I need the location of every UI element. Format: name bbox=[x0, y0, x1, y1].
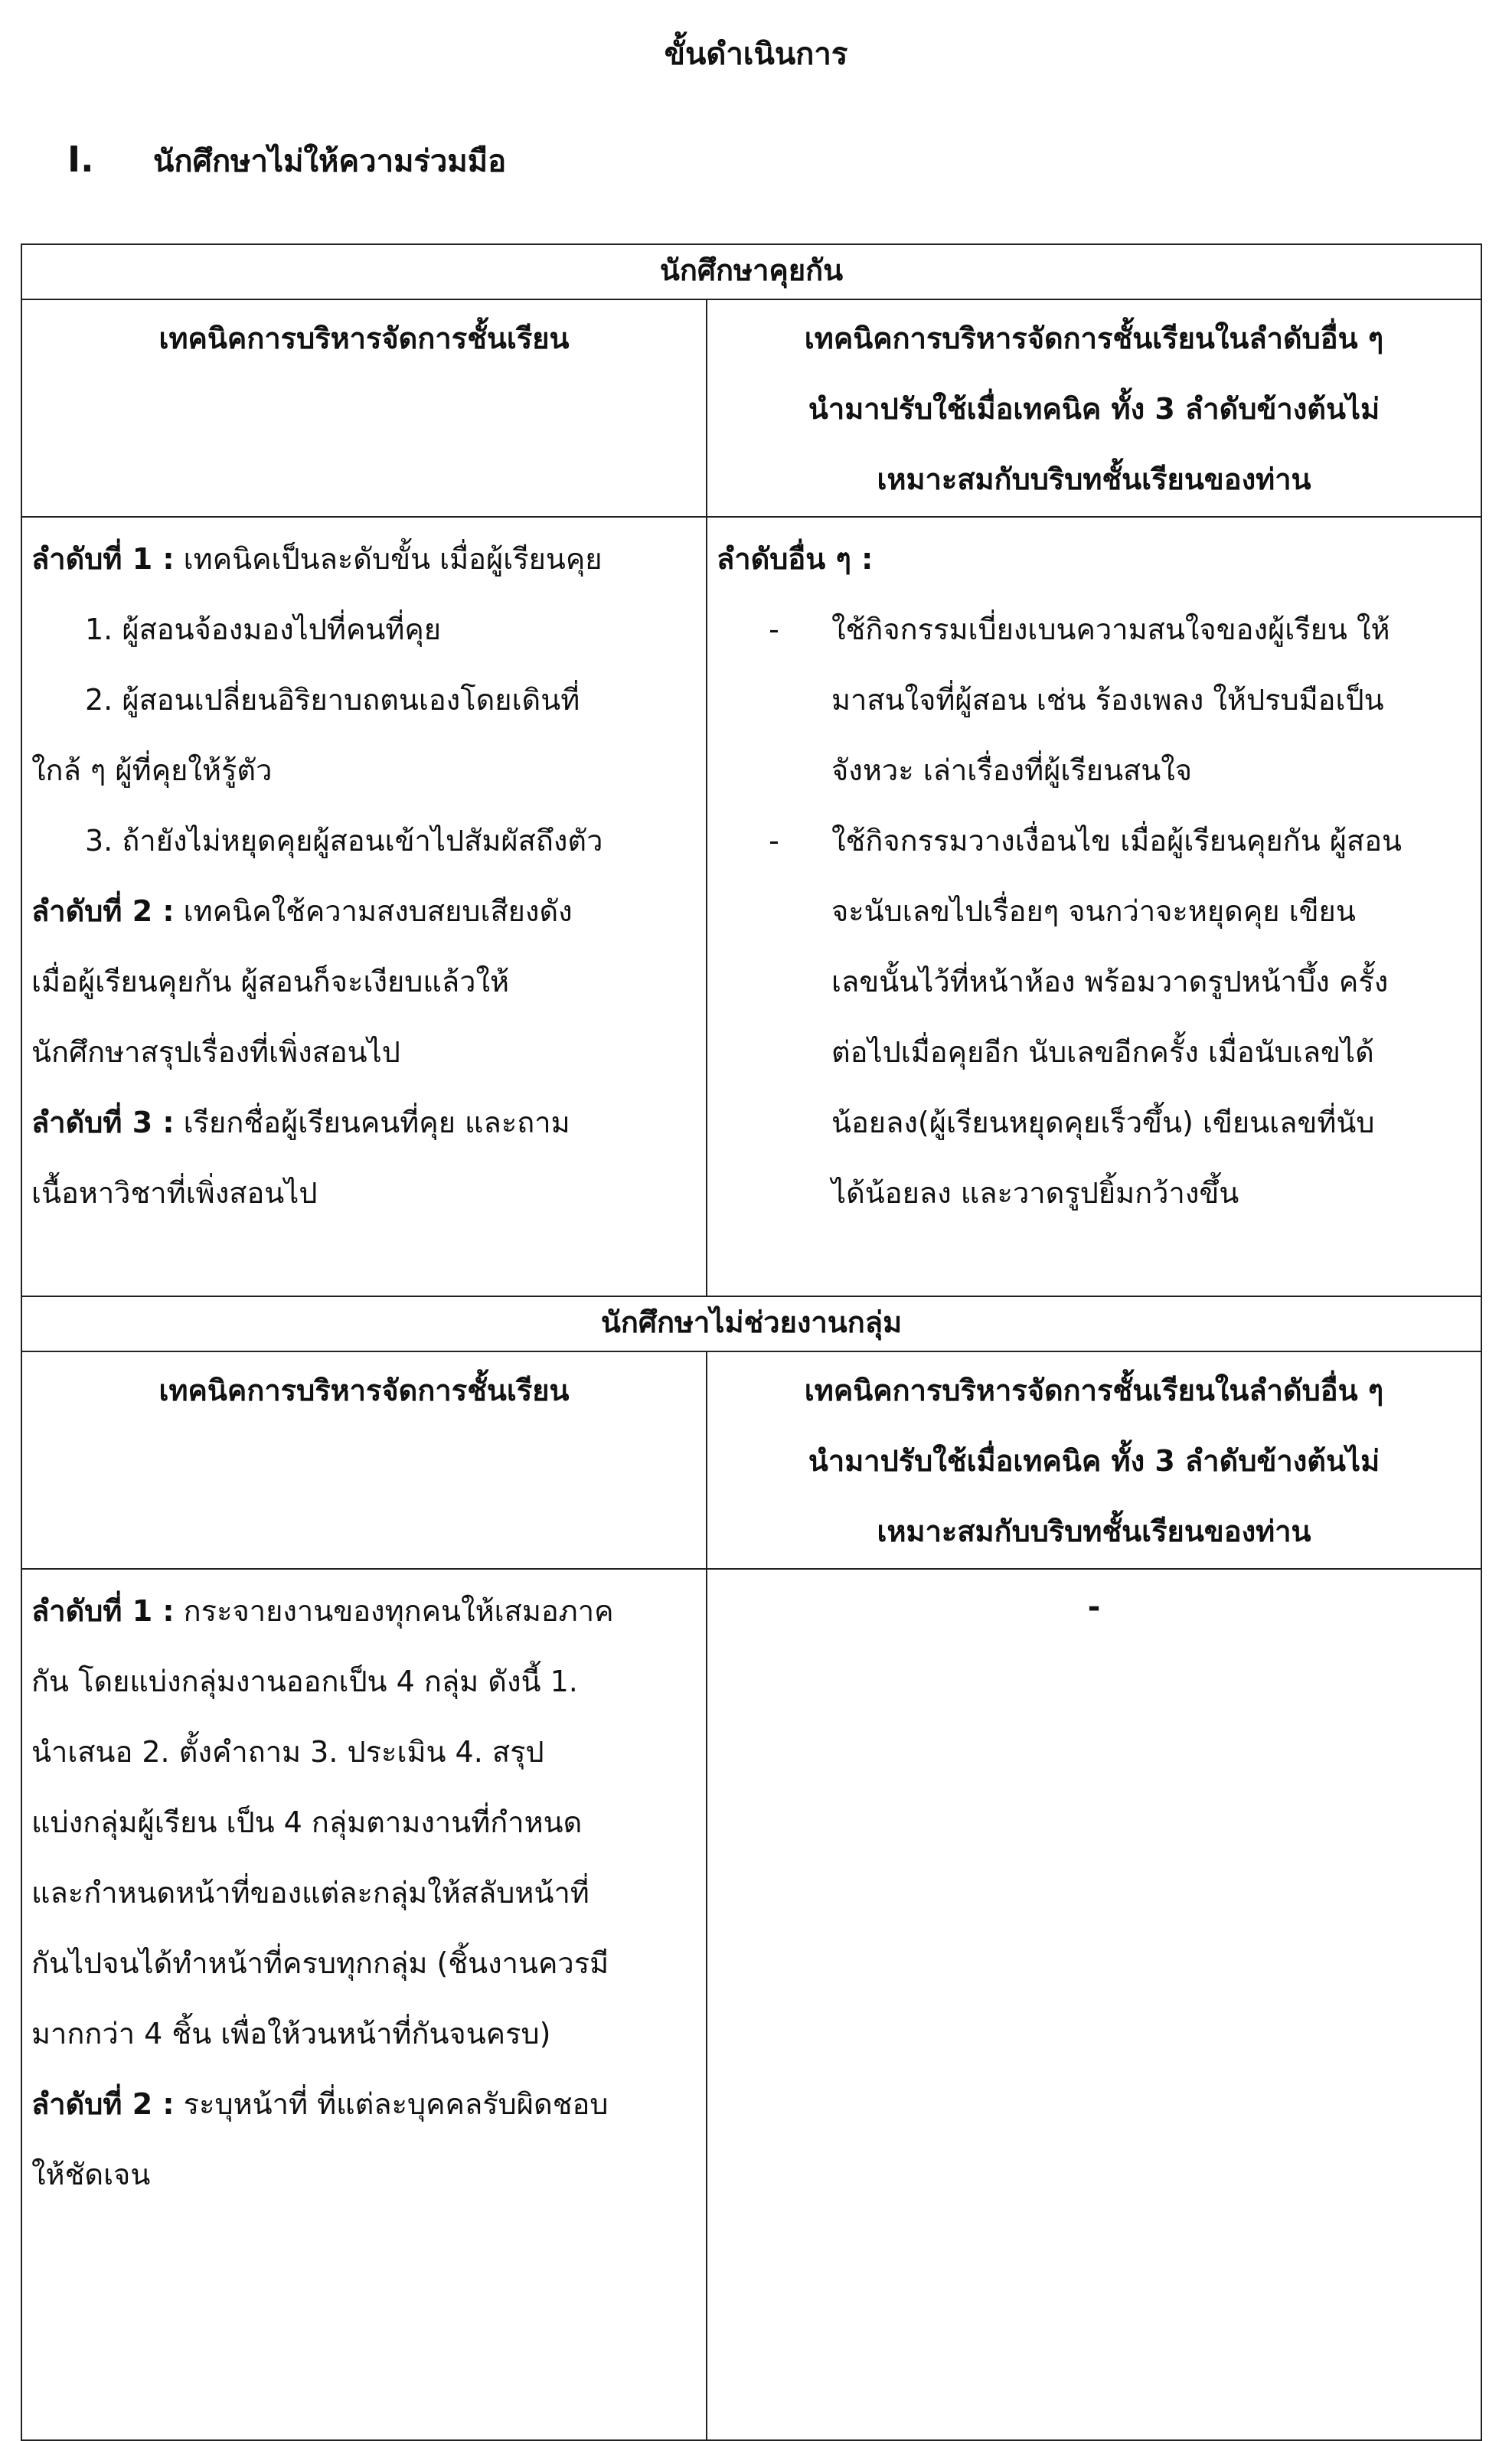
section-number: I. bbox=[67, 139, 94, 180]
step2-line bbox=[31, 2069, 697, 2139]
step1-line: กันไปจนได้ทำหน้าที่ครบทุกกลุ่ม (ชิ้นงานควรมี bbox=[31, 1946, 609, 1980]
step1-item-cont: ใกล้ ๆ ผู้ที่คุยให้รู้ตัว bbox=[31, 753, 273, 787]
step2-label: ลำดับที่ 2 : bbox=[31, 2087, 175, 2121]
other-steps-label: ลำดับอื่น ๆ : bbox=[717, 542, 874, 576]
bullet-line: จะนับเลขไปเรื่อยๆ จนกว่าจะหยุดคุย เขียน bbox=[831, 894, 1356, 928]
step1-line: นำเสนอ 2. ตั้งคำถาม 3. ประเมิน 4. สรุป bbox=[31, 1735, 544, 1769]
step2-line: เมื่อผู้เรียนคุยกัน ผู้สอนก็จะเงียบแล้วให้ bbox=[31, 965, 510, 998]
group1-left-header: เทคนิคการบริหารจัดการชั้นเรียน bbox=[21, 299, 707, 517]
step3-text: เรียกชื่อผู้เรียนคนที่คุย และถาม bbox=[174, 1106, 570, 1139]
bullet-dash: - bbox=[769, 613, 779, 646]
step3-line: เนื้อหาวิชาที่เพิ่งสอนไป bbox=[31, 1176, 318, 1210]
group1-right-header bbox=[707, 299, 1481, 517]
header-line: เทคนิคการบริหารจัดการชั้นเรียนในลำดับอื่น ๆ bbox=[804, 322, 1384, 355]
step1-text: กระจายงานของทุกคนให้เสมอภาค bbox=[174, 1594, 614, 1628]
step1-item: 2. ผู้สอนเปลี่ยนอิริยาบถตนเองโดยเดินที่ bbox=[85, 683, 580, 717]
bullet-line: ได้น้อยลง และวาดรูปยิ้มกว้างขึ้น bbox=[831, 1176, 1239, 1210]
group2-right-body bbox=[707, 1569, 1481, 2440]
step3-label: ลำดับที่ 3 : bbox=[31, 1106, 175, 1139]
bullet-line: ต่อไปเมื่อคุยอีก นับเลขอีกครั้ง เมื่อนับเลขได้ bbox=[831, 1035, 1374, 1069]
group2-right-header bbox=[707, 1351, 1481, 1569]
empty-dash: - bbox=[1087, 1590, 1101, 1625]
bullet-line: มาสนใจที่ผู้สอน เช่น ร้องเพลง ให้ปรบมือเป็น bbox=[831, 683, 1384, 717]
step2-label: ลำดับที่ 2 : bbox=[31, 894, 175, 928]
step1-line: และกำหนดหน้าที่ของแต่ละกลุ่มให้สลับหน้าที่ bbox=[31, 1876, 589, 1910]
header-line: นำมาปรับใช้เมื่อเทคนิค ทั้ง 3 ลำดับข้างต้นไม่ bbox=[808, 1444, 1380, 1478]
step1-line: แบ่งกลุ่มผู้เรียน เป็น 4 กลุ่มตามงานที่กำหนด bbox=[31, 1805, 583, 1839]
group2-left-body bbox=[21, 1569, 707, 2440]
header-line: เหมาะสมกับบริบทชั้นเรียนของท่าน bbox=[877, 1515, 1311, 1548]
group1-title: นักศึกษาคุยกัน bbox=[21, 244, 1481, 299]
bullet-line: จังหวะ เล่าเรื่องที่ผู้เรียนสนใจ bbox=[831, 753, 1193, 787]
bullet-dash: - bbox=[769, 824, 779, 858]
group2-left-header: เทคนิคการบริหารจัดการชั้นเรียน bbox=[21, 1351, 707, 1569]
step3-line bbox=[31, 1087, 697, 1158]
bullet-text bbox=[831, 805, 1471, 1228]
step2-text: ระบุหน้าที่ ที่แต่ละบุคคลรับผิดชอบ bbox=[174, 2087, 609, 2121]
group1-right-body bbox=[707, 517, 1481, 1296]
techniques-table bbox=[21, 243, 1482, 2441]
bullet-line: ใช้กิจกรรมวางเงื่อนไข เมื่อผู้เรียนคุยกัน ผู้สอน bbox=[831, 824, 1403, 858]
step2-line: นักศึกษาสรุปเรื่องที่เพิ่งสอนไป bbox=[31, 1035, 400, 1069]
header-line: เทคนิคการบริหารจัดการชั้นเรียนในลำดับอื่น ๆ bbox=[804, 1374, 1384, 1407]
group1-left-body bbox=[21, 517, 707, 1296]
step1-line bbox=[31, 1576, 697, 1646]
step1-line: มากกว่า 4 ชิ้น เพื่อให้วนหน้าที่กันจนครบ) bbox=[31, 2017, 551, 2051]
bullet-line: น้อยลง(ผู้เรียนหยุดคุยเร็วขึ้น) เขียนเลขที่นับ bbox=[831, 1106, 1375, 1139]
bullet-item bbox=[717, 594, 1471, 805]
step1-label: ลำดับที่ 1 : bbox=[31, 1594, 175, 1628]
section-heading bbox=[67, 136, 506, 185]
bullet-line: ใช้กิจกรรมเบี่ยงเบนความสนใจของผู้เรียน ให้ bbox=[831, 613, 1390, 646]
section-title: นักศึกษาไม่ให้ความร่วมมือ bbox=[153, 144, 507, 179]
step2-line: ให้ชัดเจน bbox=[31, 2158, 151, 2191]
header-line: เหมาะสมกับบริบทชั้นเรียนของท่าน bbox=[877, 462, 1311, 496]
step1-item: 3. ถ้ายังไม่หยุดคุยผู้สอนเข้าไปสัมผัสถึงตัว bbox=[85, 824, 603, 858]
group2-title: นักศึกษาไม่ช่วยงานกลุ่ม bbox=[21, 1296, 1481, 1351]
bullet-item bbox=[717, 805, 1471, 1228]
step1-line: กัน โดยแบ่งกลุ่มงานออกเป็น 4 กลุ่ม ดังนี้ 1. bbox=[31, 1665, 578, 1698]
step2-text: เทคนิคใช้ความสงบสยบเสียงดัง bbox=[174, 894, 573, 928]
step1-line bbox=[31, 524, 697, 594]
page-title: ขั้นดำเนินการ bbox=[664, 37, 848, 72]
bullet-text bbox=[831, 594, 1471, 805]
header-line: นำมาปรับใช้เมื่อเทคนิค ทั้ง 3 ลำดับข้างต้นไม่ bbox=[808, 392, 1380, 426]
step1-label: ลำดับที่ 1 : bbox=[31, 542, 175, 576]
step1-item: 1. ผู้สอนจ้องมองไปที่คนที่คุย bbox=[85, 613, 442, 646]
step2-line bbox=[31, 876, 697, 946]
step1-text: เทคนิคเป็นละดับขั้น เมื่อผู้เรียนคุย bbox=[174, 542, 603, 576]
bullet-line: เลขนั้นไว้ที่หน้าห้อง พร้อมวาดรูปหน้าบึ้ง ครั้ง bbox=[831, 965, 1389, 998]
